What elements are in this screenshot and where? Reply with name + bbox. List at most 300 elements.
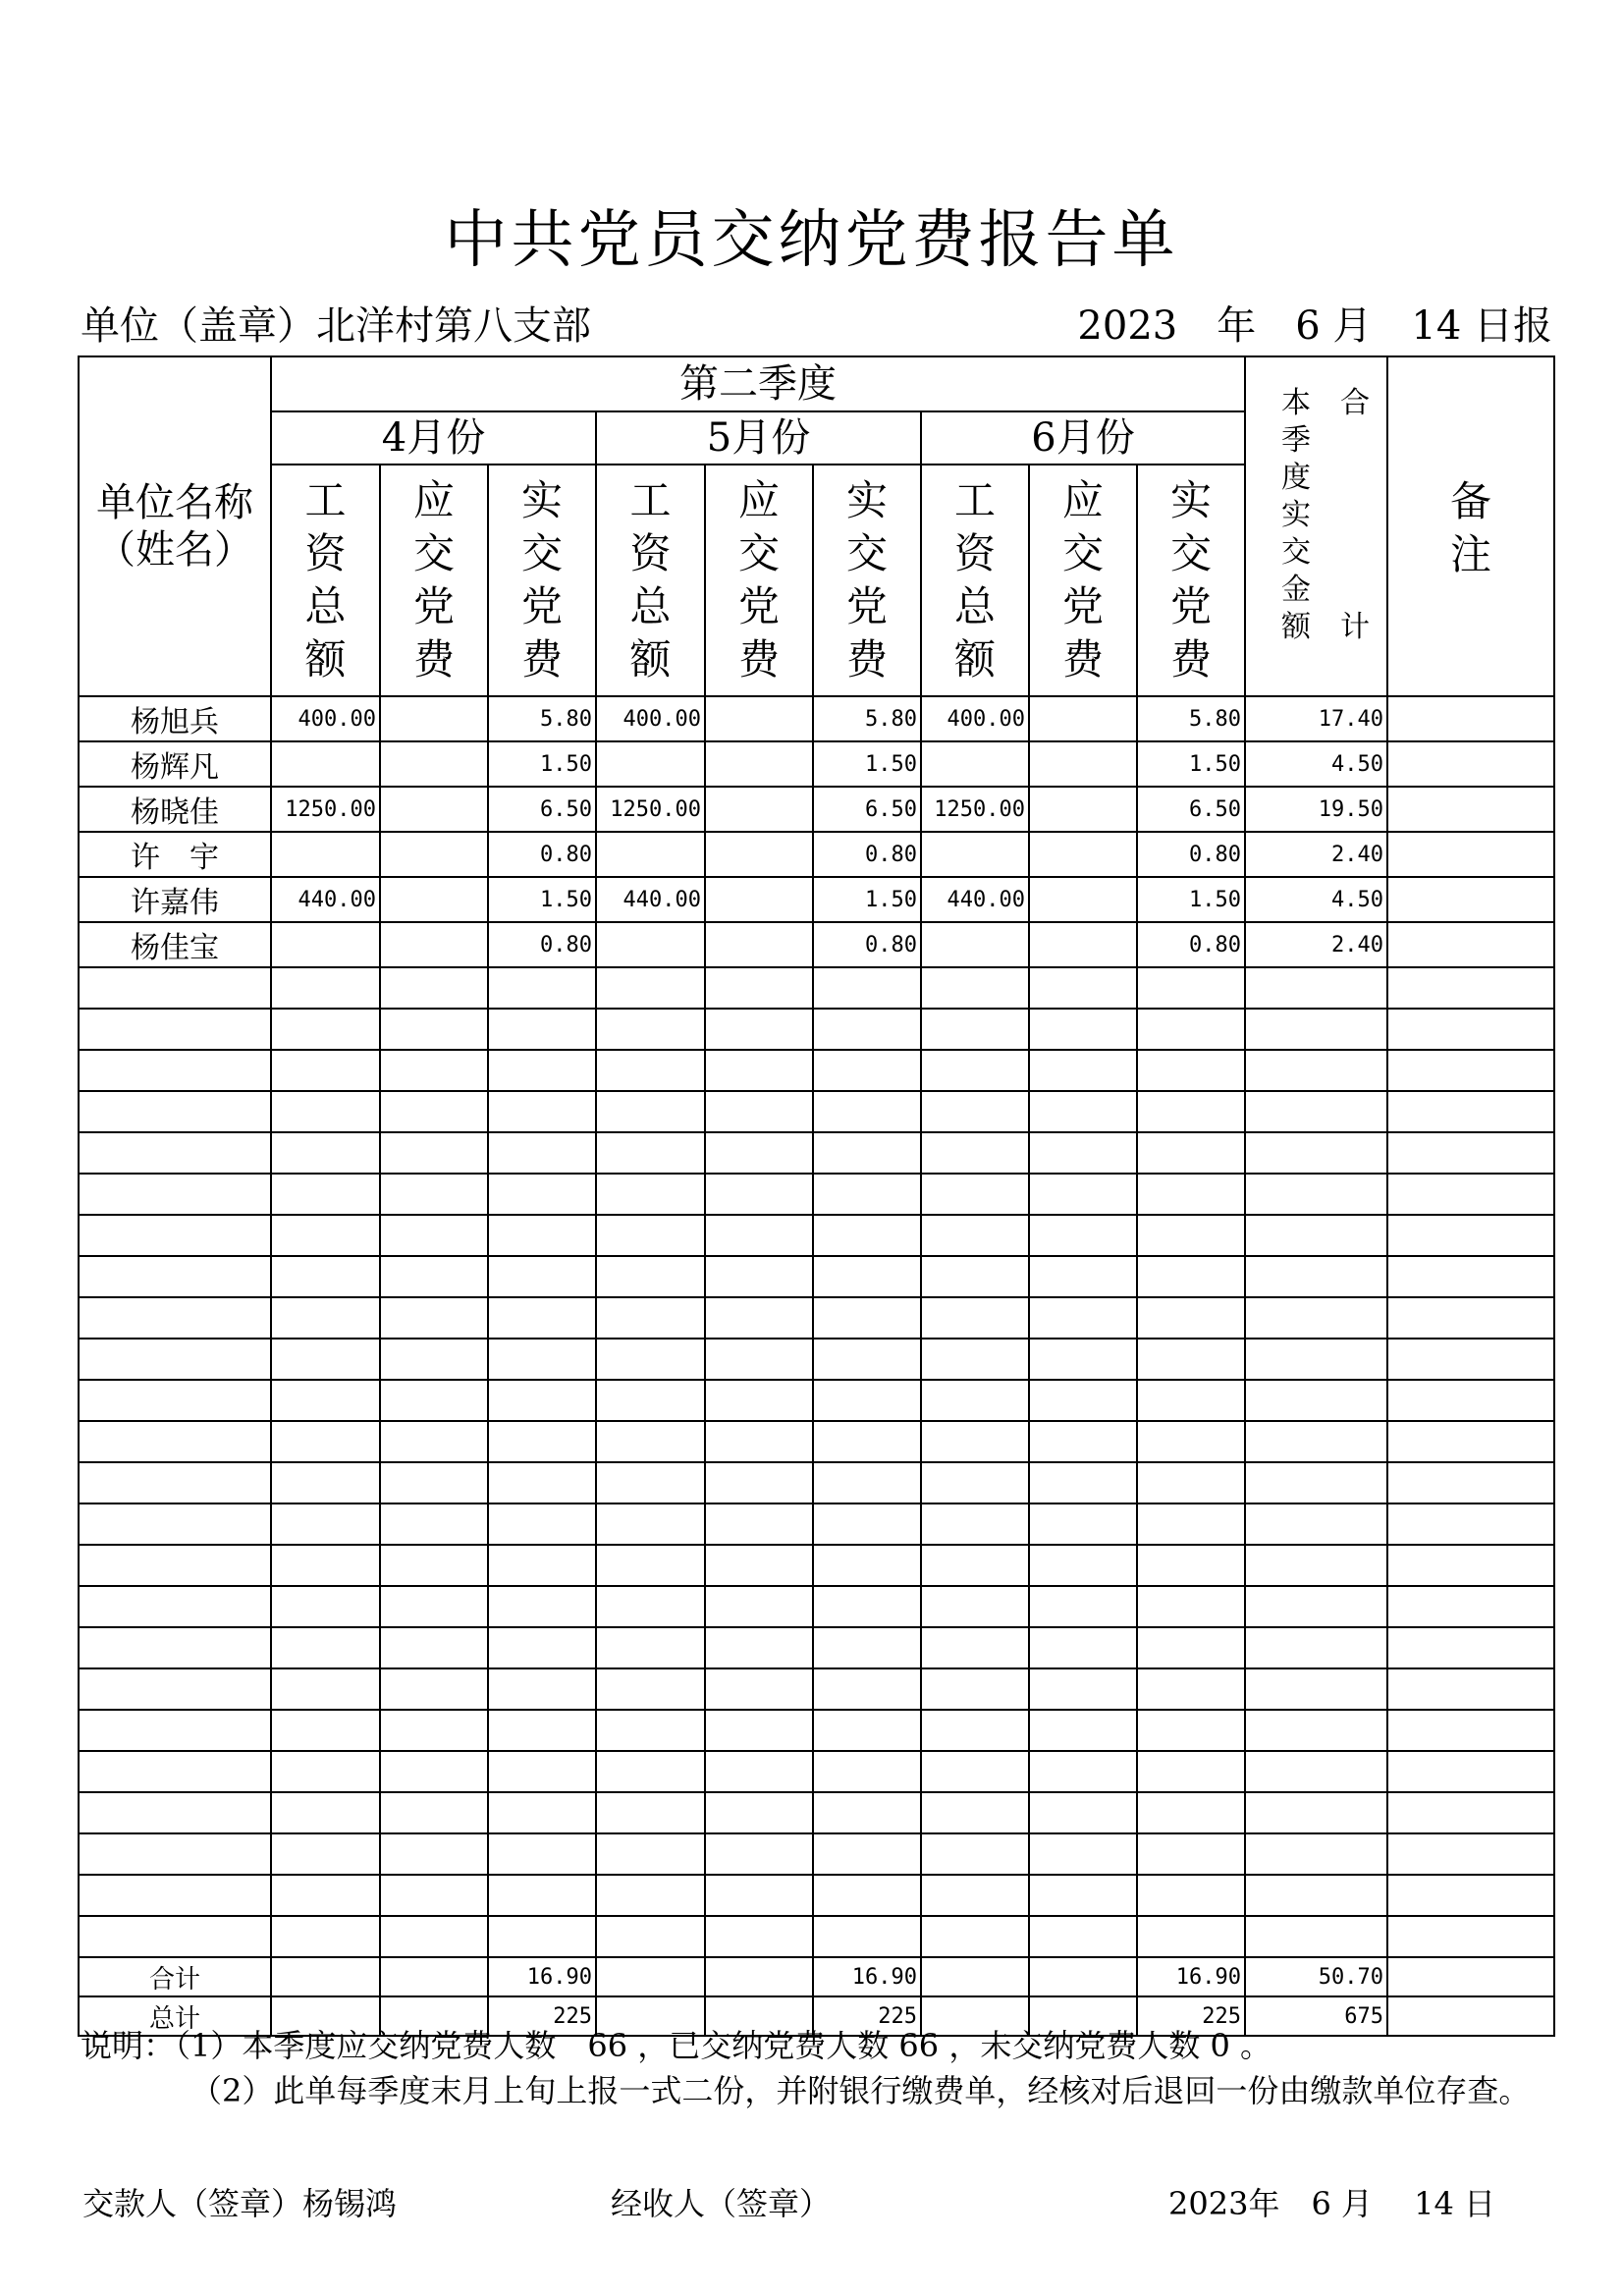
amount-cell	[271, 922, 380, 967]
subheader-char: 费	[1061, 635, 1104, 683]
amount-cell	[1137, 1009, 1245, 1050]
signature-date: 2023年 6 月 14 日	[1168, 2185, 1496, 2222]
amount-cell	[380, 1462, 488, 1503]
amount-cell	[1245, 1297, 1387, 1339]
qt-char-5: 交	[1281, 535, 1311, 570]
amount-cell	[271, 1586, 380, 1627]
amount-cell	[921, 1545, 1029, 1586]
amount-cell	[1029, 1916, 1137, 1957]
amount-cell	[1029, 1792, 1137, 1833]
amount-cell	[921, 1957, 1029, 1996]
amount-cell	[271, 1297, 380, 1339]
amount-cell	[271, 1503, 380, 1545]
amount-cell	[271, 967, 380, 1009]
amount-cell	[921, 1668, 1029, 1710]
subtotal-row	[79, 1957, 1554, 1996]
empty-table-row	[79, 1421, 1554, 1462]
amount-cell	[705, 967, 813, 1009]
amount-cell	[921, 741, 1029, 787]
subheader-char: 党	[737, 582, 780, 630]
amount-cell	[1137, 1710, 1245, 1751]
member-name	[79, 1339, 271, 1380]
name-header-line1: 单位名称	[96, 480, 253, 525]
report-date: 2023 年 6 月 14 日报	[1077, 303, 1552, 349]
subheader-char: 总	[629, 582, 672, 630]
amount-cell	[271, 1421, 380, 1462]
amount-cell	[1029, 1545, 1137, 1586]
empty-table-row	[79, 1916, 1554, 1957]
amount-cell	[271, 1627, 380, 1668]
amount-cell: 16.90	[488, 1957, 596, 1996]
amount-cell	[596, 1256, 705, 1297]
amount-cell	[921, 1627, 1029, 1668]
amount-cell	[488, 1462, 596, 1503]
amount-cell	[271, 1380, 380, 1421]
amount-cell	[1387, 696, 1554, 741]
amount-cell	[1029, 1503, 1137, 1545]
amount-cell	[380, 1009, 488, 1050]
amount-cell	[705, 1586, 813, 1627]
amount-cell	[921, 1297, 1029, 1339]
amount-cell: 2.40	[1245, 832, 1387, 877]
amount-cell	[596, 1339, 705, 1380]
amount-cell	[1137, 1091, 1245, 1132]
amount-cell	[488, 1751, 596, 1792]
amount-cell	[1029, 1586, 1137, 1627]
amount-cell	[813, 1009, 921, 1050]
amount-cell	[813, 1050, 921, 1091]
amount-cell: 0.80	[1137, 832, 1245, 877]
amount-cell: 400.00	[596, 696, 705, 741]
table-row	[79, 787, 1554, 832]
subheader-char: 资	[304, 529, 347, 577]
amount-cell	[1029, 1215, 1137, 1256]
amount-cell: 400.00	[921, 696, 1029, 741]
member-name: 总计	[79, 1996, 271, 2036]
member-name	[79, 1710, 271, 1751]
amount-cell: 5.80	[488, 696, 596, 741]
amount-cell	[488, 1421, 596, 1462]
empty-table-row	[79, 1462, 1554, 1503]
amount-cell	[1029, 787, 1137, 832]
amount-cell	[380, 1545, 488, 1586]
amount-cell	[921, 1503, 1029, 1545]
amount-cell	[596, 922, 705, 967]
amount-cell	[380, 1297, 488, 1339]
amount-cell	[596, 1833, 705, 1875]
amount-cell	[1137, 967, 1245, 1009]
amount-cell	[488, 1710, 596, 1751]
amount-cell	[380, 1586, 488, 1627]
amount-cell	[596, 1421, 705, 1462]
amount-cell	[1245, 1833, 1387, 1875]
amount-cell	[1029, 1751, 1137, 1792]
member-name	[79, 1174, 271, 1215]
amount-cell	[813, 1586, 921, 1627]
amount-cell	[1029, 1339, 1137, 1380]
subheader-char: 额	[953, 635, 996, 683]
subheader-char: 费	[412, 635, 455, 683]
amount-cell	[1387, 1174, 1554, 1215]
amount-cell	[596, 1916, 705, 1957]
amount-cell	[705, 1916, 813, 1957]
amount-cell	[380, 832, 488, 877]
amount-cell	[1387, 1091, 1554, 1132]
amount-cell	[705, 1957, 813, 1996]
subheader-char: 资	[629, 529, 672, 577]
amount-cell	[1245, 1710, 1387, 1751]
member-name	[79, 1586, 271, 1627]
amount-cell	[1387, 1710, 1554, 1751]
amount-cell	[813, 1916, 921, 1957]
amount-cell	[1137, 1751, 1245, 1792]
amount-cell	[705, 1421, 813, 1462]
amount-cell	[1245, 1091, 1387, 1132]
amount-cell	[1029, 741, 1137, 787]
amount-cell	[1137, 1380, 1245, 1421]
amount-cell	[380, 967, 488, 1009]
amount-cell: 1.50	[488, 741, 596, 787]
amount-cell	[380, 1215, 488, 1256]
amount-cell	[271, 1875, 380, 1916]
amount-cell	[488, 1009, 596, 1050]
amount-cell	[488, 1380, 596, 1421]
amount-cell: 2.40	[1245, 922, 1387, 967]
amount-cell: 440.00	[921, 877, 1029, 922]
empty-table-row	[79, 1256, 1554, 1297]
amount-cell	[813, 1875, 921, 1916]
amount-cell	[1245, 1009, 1387, 1050]
amount-cell	[705, 1256, 813, 1297]
table-row	[79, 696, 1554, 741]
subheader-salary-total-m2	[596, 465, 705, 696]
member-name	[79, 1091, 271, 1132]
amount-cell	[1387, 1256, 1554, 1297]
amount-cell	[596, 1091, 705, 1132]
amount-cell	[705, 1627, 813, 1668]
amount-cell	[380, 1421, 488, 1462]
amount-cell	[705, 1792, 813, 1833]
qt-char-4: 实	[1281, 498, 1311, 532]
amount-cell	[271, 741, 380, 787]
amount-cell	[488, 1256, 596, 1297]
subheader-char: 费	[1169, 635, 1212, 683]
amount-cell	[488, 1875, 596, 1916]
amount-cell	[488, 1503, 596, 1545]
amount-cell	[813, 1256, 921, 1297]
amount-cell: 0.80	[813, 922, 921, 967]
amount-cell	[596, 1875, 705, 1916]
amount-cell	[921, 1256, 1029, 1297]
amount-cell	[921, 1792, 1029, 1833]
amount-cell	[705, 1462, 813, 1503]
amount-cell	[1029, 1875, 1137, 1916]
amount-cell	[271, 1710, 380, 1751]
amount-cell	[705, 832, 813, 877]
amount-cell	[921, 1833, 1029, 1875]
amount-cell	[705, 1132, 813, 1174]
amount-cell	[1387, 922, 1554, 967]
amount-cell	[1137, 1668, 1245, 1710]
amount-cell	[271, 1091, 380, 1132]
member-name	[79, 1916, 271, 1957]
amount-cell	[921, 1009, 1029, 1050]
amount-cell: 4.50	[1245, 877, 1387, 922]
empty-table-row	[79, 967, 1554, 1009]
amount-cell	[921, 1421, 1029, 1462]
subheader-dues-paid-m2	[813, 465, 921, 696]
amount-cell	[1387, 1545, 1554, 1586]
amount-cell	[1029, 1132, 1137, 1174]
amount-cell	[1245, 1132, 1387, 1174]
amount-cell: 1.50	[813, 741, 921, 787]
subheader-char: 实	[520, 476, 563, 524]
amount-cell	[596, 1132, 705, 1174]
empty-table-row	[79, 1050, 1554, 1091]
amount-cell	[271, 1462, 380, 1503]
amount-cell	[1029, 1009, 1137, 1050]
table-row	[79, 832, 1554, 877]
amount-cell: 400.00	[271, 696, 380, 741]
amount-cell	[813, 1339, 921, 1380]
payer-signature: 交款人（签章）杨锡鸿	[82, 2185, 398, 2222]
amount-cell	[813, 1132, 921, 1174]
amount-cell	[380, 1091, 488, 1132]
amount-cell	[596, 832, 705, 877]
amount-cell	[596, 967, 705, 1009]
amount-cell	[813, 1627, 921, 1668]
member-name	[79, 1132, 271, 1174]
amount-cell	[921, 922, 1029, 967]
amount-cell	[488, 1545, 596, 1586]
amount-cell	[596, 1751, 705, 1792]
amount-cell	[380, 1132, 488, 1174]
empty-table-row	[79, 1380, 1554, 1421]
amount-cell	[1387, 1792, 1554, 1833]
amount-cell	[1245, 1421, 1387, 1462]
amount-cell	[1029, 1627, 1137, 1668]
amount-cell	[271, 1050, 380, 1091]
amount-cell	[813, 1792, 921, 1833]
amount-cell	[380, 1916, 488, 1957]
empty-table-row	[79, 1132, 1554, 1174]
amount-cell	[271, 1545, 380, 1586]
amount-cell	[1137, 1503, 1245, 1545]
subheader-char: 交	[1169, 529, 1212, 577]
amount-cell	[921, 1091, 1029, 1132]
amount-cell	[705, 1339, 813, 1380]
amount-cell	[1387, 1875, 1554, 1916]
amount-cell	[380, 1957, 488, 1996]
month-header-jun: 6月份	[921, 411, 1245, 465]
amount-cell	[596, 1297, 705, 1339]
amount-cell	[1029, 1710, 1137, 1751]
amount-cell	[705, 1751, 813, 1792]
amount-cell	[488, 967, 596, 1009]
subheader-char: 党	[1061, 582, 1104, 630]
amount-cell	[1245, 1545, 1387, 1586]
amount-cell	[705, 1215, 813, 1256]
subheader-char: 资	[953, 529, 996, 577]
empty-table-row	[79, 1710, 1554, 1751]
amount-cell	[1387, 877, 1554, 922]
empty-table-row	[79, 1009, 1554, 1050]
amount-cell	[596, 741, 705, 787]
amount-cell	[705, 1668, 813, 1710]
amount-cell	[596, 1503, 705, 1545]
amount-cell	[271, 1833, 380, 1875]
amount-cell	[1137, 1421, 1245, 1462]
amount-cell: 1.50	[813, 877, 921, 922]
amount-cell	[1245, 1256, 1387, 1297]
amount-cell	[1137, 1586, 1245, 1627]
amount-cell	[596, 1668, 705, 1710]
amount-cell	[1245, 1586, 1387, 1627]
amount-cell	[271, 1751, 380, 1792]
note-line-1: 说明：（1）本季度应交纳党费人数 66 ，已交纳党费人数 66 ，未交纳党费人数 0 。	[81, 2027, 1272, 2064]
amount-cell: 675	[1245, 1996, 1387, 2036]
subheader-char: 实	[845, 476, 888, 524]
amount-cell	[705, 922, 813, 967]
amount-cell	[1029, 1421, 1137, 1462]
remarks-char-0: 备	[1449, 477, 1491, 525]
qt-char-2: 季	[1281, 423, 1311, 458]
table-row	[79, 922, 1554, 967]
amount-cell	[271, 1009, 380, 1050]
amount-cell	[921, 1586, 1029, 1627]
amount-cell: 19.50	[1245, 787, 1387, 832]
report-title: 中共党员交纳党费报告单	[444, 204, 1179, 277]
member-name	[79, 1545, 271, 1586]
amount-cell	[705, 787, 813, 832]
amount-cell	[488, 1091, 596, 1132]
amount-cell	[596, 1957, 705, 1996]
subheader-char: 费	[845, 635, 888, 683]
qt-char-7: 额	[1281, 610, 1311, 644]
amount-cell	[813, 1710, 921, 1751]
amount-cell	[1245, 1503, 1387, 1545]
amount-cell	[1137, 1215, 1245, 1256]
table-row	[79, 741, 1554, 787]
member-name: 合计	[79, 1957, 271, 1996]
amount-cell	[813, 1545, 921, 1586]
amount-cell	[813, 1421, 921, 1462]
member-name	[79, 1503, 271, 1545]
empty-table-row	[79, 1215, 1554, 1256]
amount-cell	[921, 1462, 1029, 1503]
notes-section	[81, 2023, 1543, 2113]
amount-cell	[1387, 1668, 1554, 1710]
month-header-apr: 4月份	[271, 411, 596, 465]
amount-cell: 16.90	[1137, 1957, 1245, 1996]
amount-cell	[596, 1545, 705, 1586]
amount-cell	[813, 1668, 921, 1710]
amount-cell	[1137, 1627, 1245, 1668]
amount-cell	[813, 1380, 921, 1421]
empty-table-row	[79, 1174, 1554, 1215]
member-name	[79, 1627, 271, 1668]
amount-cell	[380, 877, 488, 922]
subheader-char: 交	[1061, 529, 1104, 577]
amount-cell	[705, 1091, 813, 1132]
member-name	[79, 1215, 271, 1256]
subheader-char: 额	[629, 635, 672, 683]
amount-cell	[1387, 967, 1554, 1009]
amount-cell	[1029, 877, 1137, 922]
amount-cell	[1137, 1339, 1245, 1380]
amount-cell	[813, 1751, 921, 1792]
amount-cell	[1029, 832, 1137, 877]
empty-table-row	[79, 1091, 1554, 1132]
member-name	[79, 1380, 271, 1421]
amount-cell	[488, 1050, 596, 1091]
amount-cell	[380, 1050, 488, 1091]
amount-cell	[921, 1215, 1029, 1256]
empty-table-row	[79, 1875, 1554, 1916]
empty-table-row	[79, 1668, 1554, 1710]
subheader-char: 应	[737, 476, 780, 524]
amount-cell	[1137, 1545, 1245, 1586]
amount-cell	[921, 1916, 1029, 1957]
amount-cell: 225	[1137, 1996, 1245, 2036]
amount-cell	[488, 1916, 596, 1957]
subheader-char: 费	[520, 635, 563, 683]
amount-cell	[488, 1668, 596, 1710]
member-name	[79, 1462, 271, 1503]
amount-cell	[705, 1380, 813, 1421]
amount-cell	[1245, 1792, 1387, 1833]
amount-cell: 0.80	[488, 832, 596, 877]
remarks-header	[1387, 356, 1554, 696]
subheader-char: 党	[1169, 582, 1212, 630]
amount-cell	[596, 1586, 705, 1627]
amount-cell: 50.70	[1245, 1957, 1387, 1996]
month-header-may: 5月份	[596, 411, 921, 465]
amount-cell: 225	[488, 1996, 596, 2036]
amount-cell	[488, 1174, 596, 1215]
name-header-line2: （姓名）	[96, 527, 253, 573]
amount-cell	[1029, 1957, 1137, 1996]
subheader-char: 总	[304, 582, 347, 630]
amount-cell	[1387, 1297, 1554, 1339]
amount-cell	[380, 1256, 488, 1297]
amount-cell: 1250.00	[596, 787, 705, 832]
member-name	[79, 1009, 271, 1050]
amount-cell	[1387, 1627, 1554, 1668]
subheader-char: 应	[1061, 476, 1104, 524]
amount-cell	[813, 1091, 921, 1132]
subheader-char: 工	[304, 476, 347, 524]
amount-cell	[380, 1792, 488, 1833]
member-name	[79, 1256, 271, 1297]
quarter-total-header	[1245, 356, 1387, 696]
amount-cell	[596, 1009, 705, 1050]
amount-cell	[488, 1627, 596, 1668]
quarter-header: 第二季度	[271, 356, 1245, 411]
amount-cell: 6.50	[1137, 787, 1245, 832]
amount-cell	[1029, 1091, 1137, 1132]
member-name: 杨佳宝	[79, 922, 271, 967]
amount-cell	[488, 1792, 596, 1833]
amount-cell	[380, 1833, 488, 1875]
amount-cell	[705, 1297, 813, 1339]
amount-cell: 1.50	[488, 877, 596, 922]
qt-char-3: 度	[1281, 461, 1311, 495]
amount-cell	[596, 1627, 705, 1668]
member-name: 杨辉凡	[79, 741, 271, 787]
name-column-header	[79, 356, 271, 696]
amount-cell	[1137, 1256, 1245, 1297]
